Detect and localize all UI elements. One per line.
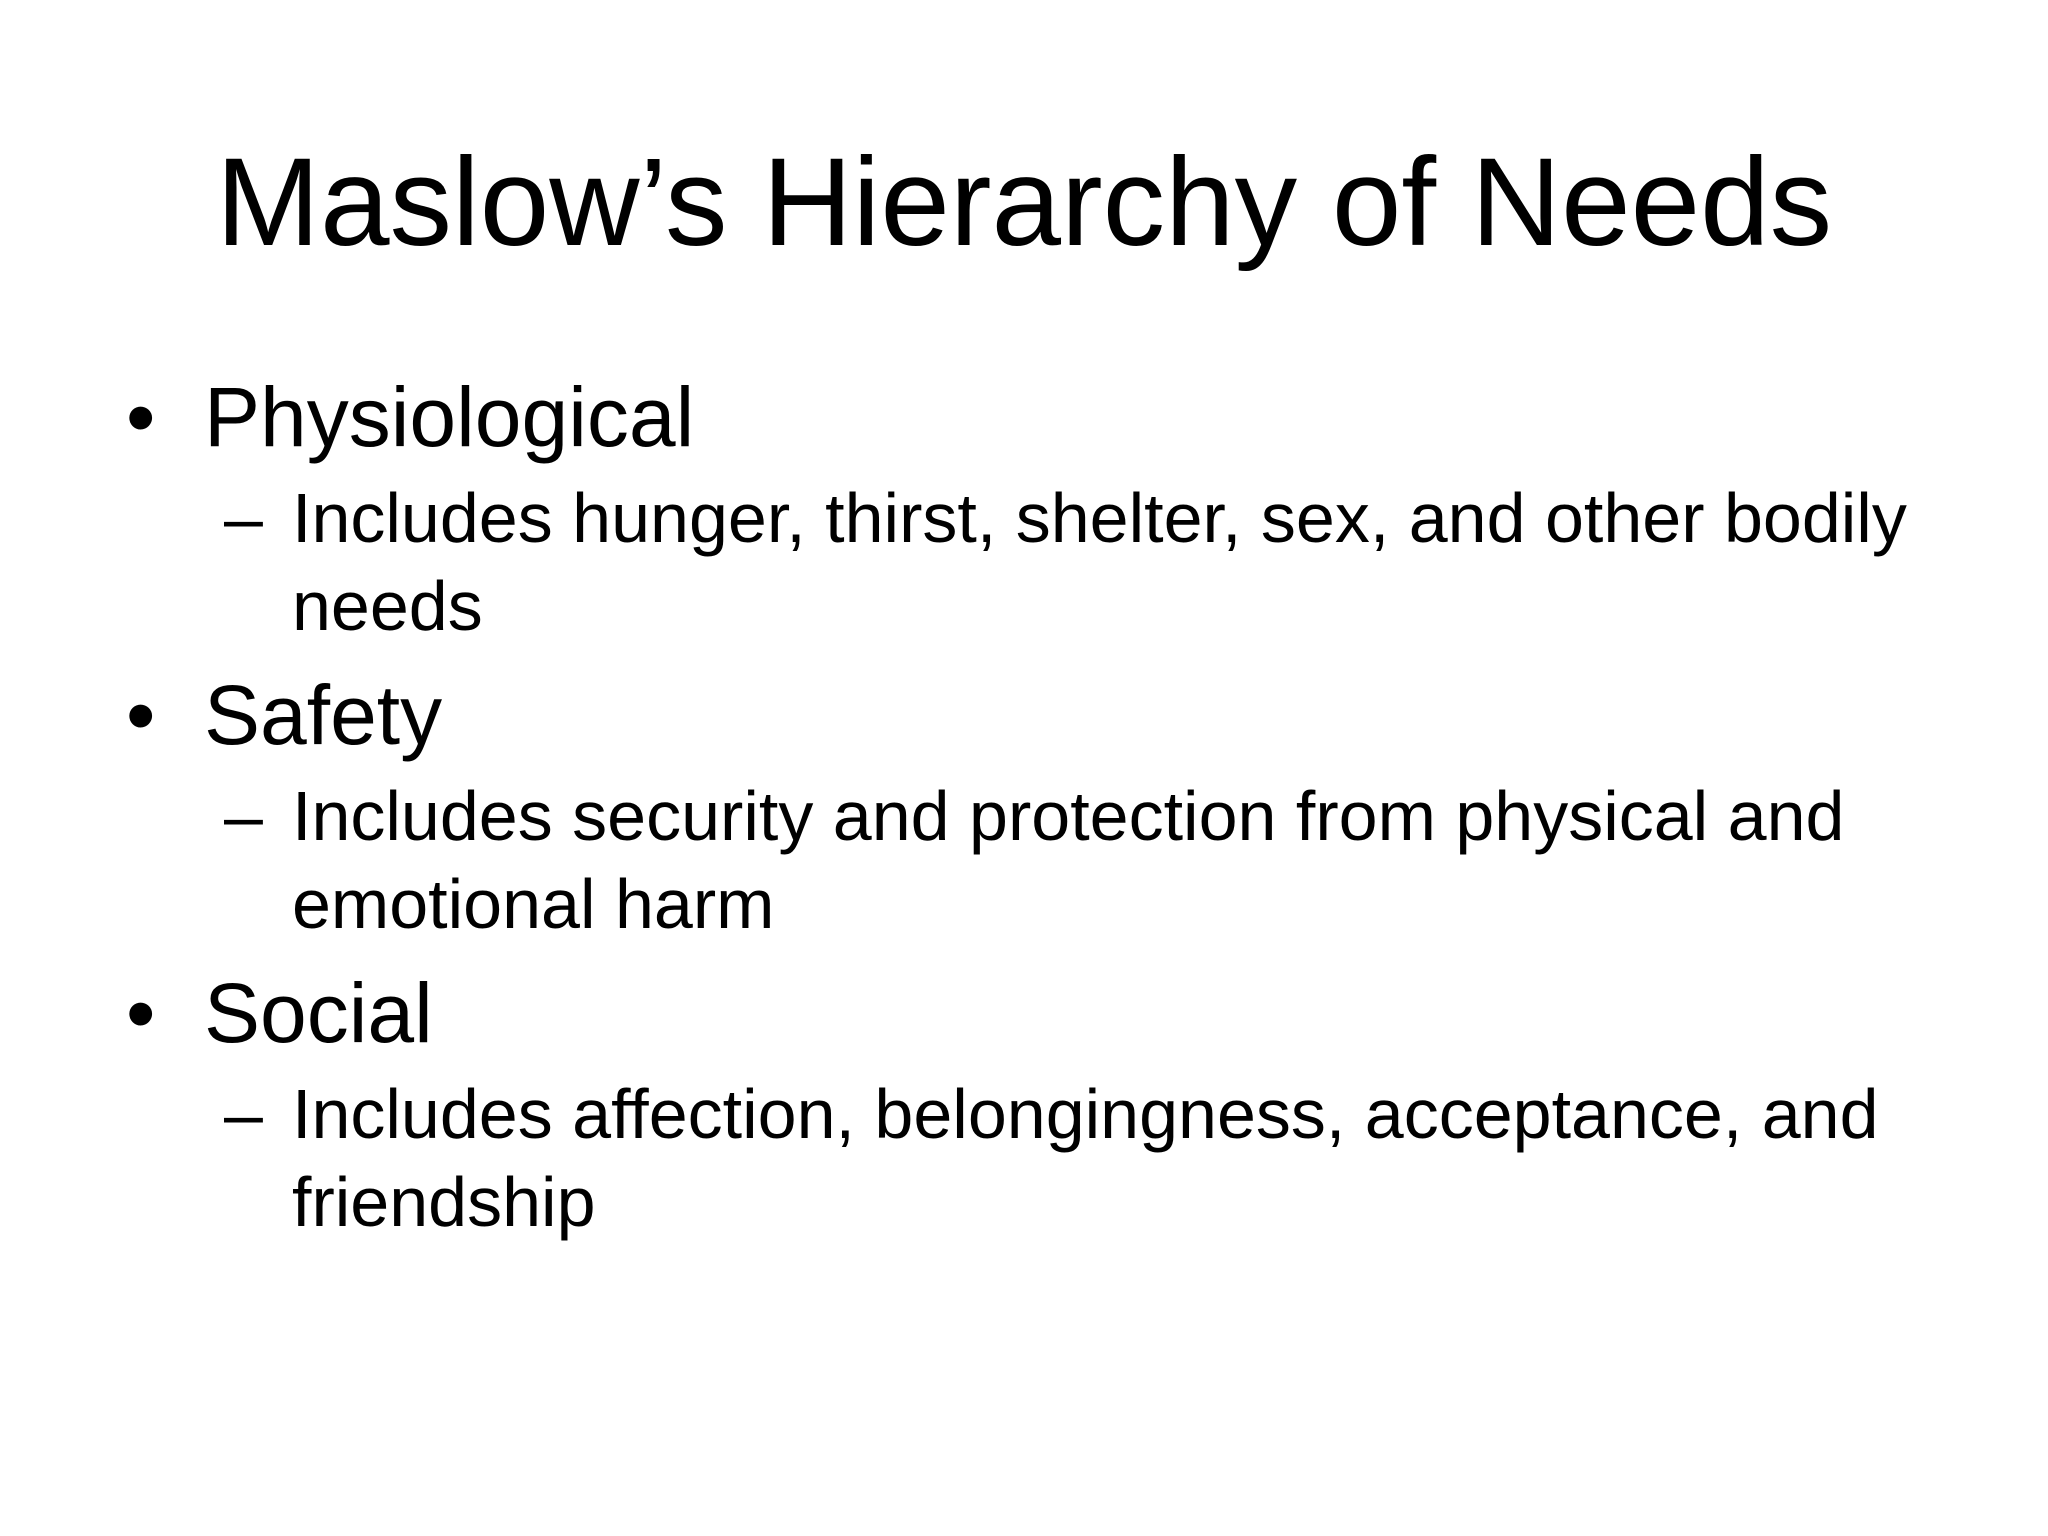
bullet-list <box>118 370 1978 1264</box>
bullet-heading: Social <box>204 966 433 1060</box>
bullet-heading: Physiological <box>204 370 695 464</box>
sub-bullet-social <box>118 1070 1978 1246</box>
slide-title: Maslow’s Hierarchy of Needs <box>215 133 1833 272</box>
bullet-item-physiological <box>118 370 1978 464</box>
bullet-marker: • <box>126 966 156 1060</box>
sub-bullet-text: Includes affection, belongingness, acceptance, and friendship <box>292 1075 1879 1241</box>
sub-bullet-marker: – <box>224 1075 263 1153</box>
sub-bullet-text: Includes hunger, thirst, shelter, sex, and other bodily needs <box>292 479 1907 645</box>
bullet-marker: • <box>126 668 156 762</box>
bullet-item-social <box>118 966 1978 1060</box>
bullet-heading: Safety <box>204 668 443 762</box>
sub-bullet-marker: – <box>224 479 263 557</box>
bullet-item-safety <box>118 668 1978 762</box>
bullet-marker: • <box>126 370 156 464</box>
sub-bullet-safety <box>118 772 1978 948</box>
sub-bullet-physiological <box>118 474 1978 650</box>
sub-bullet-text: Includes security and protection from physical and emotional harm <box>292 777 1845 943</box>
sub-bullet-marker: – <box>224 777 263 855</box>
